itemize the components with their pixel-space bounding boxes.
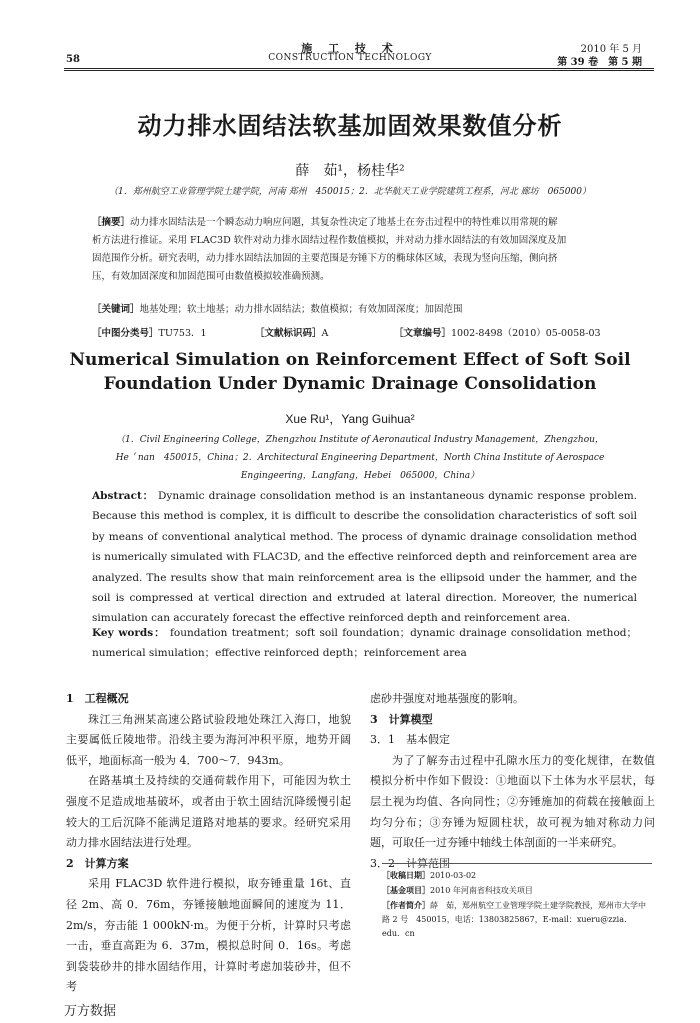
footnote-fund bbox=[382, 883, 652, 898]
keywords-en bbox=[92, 623, 637, 664]
clc-value: TU753．1 bbox=[158, 328, 207, 339]
volume-issue: 第 39 卷 第 5 期 bbox=[557, 57, 642, 68]
author-bio-label: ［作者简介］ bbox=[382, 900, 430, 910]
article-number bbox=[394, 325, 601, 339]
authors-cn: 薛 茹¹，杨桂华² bbox=[295, 163, 405, 179]
received-value: 2010-03-02 bbox=[430, 871, 477, 880]
affiliation-en-line-2: He＇nan 450015，China；2．Architectural Engineering Department，North China Institute of Aerospace bbox=[115, 453, 605, 463]
fund-value: 2010 年河南省科技攻关项目 bbox=[430, 886, 533, 895]
paper-title-cn: 动力排水固结法软基加固效果数值分析 bbox=[137, 111, 563, 140]
abstract-cn-line-3: 固范围作分析。研究表明，动力排水固结法加固的主要范围是夯锤下方的椭球体区域，表现为竖向压缩，侧向挤 bbox=[92, 253, 558, 264]
section-2-paragraph-1: 采用 FLAC3D 软件进行模拟，取夯锤重量 16t、直径 2m、高 0．76m，夯锤接触地面瞬间的速度为 11．2m/s，夯击能 1 000kN·m。为便于分析，计算时只考虑一击，垂直高距为 6．37m，模拟总时间 0．16s。考虑到袋装砂井的排水固结作用，计算时考虑加装砂井，但不考 bbox=[66, 877, 351, 994]
header-rule bbox=[64, 68, 654, 71]
article-number-label: ［文章编号］ bbox=[394, 328, 452, 339]
authors-en: Xue Ru¹，Yang Guihua² bbox=[285, 412, 415, 426]
paper-title-en-line-1: Numerical Simulation on Reinforcement Effect of Soft Soil bbox=[69, 350, 631, 370]
document-code bbox=[255, 325, 328, 339]
continued-text: 虑砂井强度对地基强度的影响。 bbox=[370, 692, 524, 705]
abstract-en bbox=[92, 486, 637, 629]
section-heading-1: 1 工程概况 bbox=[66, 692, 129, 705]
article-number-value: 1002-8498（2010）05-0058-03 bbox=[451, 328, 601, 339]
keywords-cn-label: ［关键词］ bbox=[92, 304, 140, 315]
section-heading-3: 3 计算模型 bbox=[370, 712, 433, 726]
abstract-cn-line-2: 析方法进行推证。采用 FLAC3D 软件对动力排水固结过程作数值模拟，并对动力排水固结法的有效加固深度及加 bbox=[92, 235, 567, 246]
section-heading-3-1: 3．1 基本假定 bbox=[370, 733, 450, 747]
section-heading-3-2: 3．2 计算范围 bbox=[370, 856, 450, 870]
footnote bbox=[382, 863, 652, 941]
affiliation-cn: （1．郑州航空工业管理学院土建学院，河南 郑州 450015；2．北华航天工业学院建筑工程系，河北 廊坊 065000） bbox=[109, 187, 591, 197]
abstract-en-text: Dynamic drainage consolidation method is an instantaneous dynamic response problem. Because this method is complex, it is difficult to describe the consolidation characteristics of soft soil by means of conventional analytical method. The process of dynamic drainage consolidation method is numerically simulated with FLAC3D, and the effective reinforced depth and reinforcement area are analyzed. The results show that main reinforcement area is the ellipsoid under the hammer, and the soil is compressed at vertical direction and extruded at lateral direction. Moreover, the numerical simulation can accurately forecast the effective reinforced depth and reinforcement area. bbox=[92, 490, 637, 625]
doc-code-label: ［文献标识码］ bbox=[255, 328, 322, 339]
watermark-wanfang: 万方数据 bbox=[64, 1004, 117, 1019]
keywords-cn bbox=[92, 301, 632, 319]
keywords-cn-text: 地基处理；软土地基；动力排水固结法；数值模拟；有效加固深度；加固范围 bbox=[139, 304, 463, 315]
doc-code-value: A bbox=[321, 328, 329, 339]
keywords-en-label: Key words： bbox=[92, 627, 166, 639]
affiliation-en-line-3: Engingeering，Langfang，Hebei 065000，China） bbox=[240, 471, 480, 481]
clc-label: ［中图分类号］ bbox=[92, 328, 159, 339]
journal-name-cn: 施 工 技 术 bbox=[301, 42, 399, 55]
body-column-right bbox=[370, 689, 655, 874]
keywords-en-text: foundation treatment；soft soil foundation；dynamic drainage consolidation method；numerical simulation；effective reinforced depth；reinforcement area bbox=[92, 627, 637, 660]
affiliation-en bbox=[100, 431, 620, 485]
abstract-cn-line-4: 压，有效加固深度和加固范围可由数值模拟较准确预测。 bbox=[92, 271, 330, 282]
clc-number bbox=[92, 325, 207, 339]
abstract-en-label: Abstract： bbox=[92, 490, 154, 502]
received-label: ［收稿日期］ bbox=[382, 870, 430, 880]
author-bio-value: 薛 茹，郑州航空工业管理学院土建学院教授，郑州市大学中路 2 号 450015，电话：13803825867，E-mail：xueru@zzia．edu．cn bbox=[382, 901, 646, 938]
affiliation-en-line-1: （1．Civil Engineering College，Zhengzhou Institute of Aeronautical Industry Management，Zhengzhou， bbox=[116, 435, 604, 445]
abstract-cn-text-1: 动力排水固结法是一个瞬态动力响应问题，其复杂性决定了地基土在夯击过程中的特性难以用常规的解 bbox=[130, 217, 558, 228]
footnote-received bbox=[382, 868, 652, 883]
issue-date: 2010 年 5 月 bbox=[580, 44, 642, 55]
section-1-paragraph-2: 在路基填土及持续的交通荷载作用下，可能因为软土强度不足造成地基破坏，或者由于软土固结沉降缓慢引起较大的工后沉降不能满足道路对地基的要求。经研究采用动力排水固结法进行处理。 bbox=[66, 774, 351, 850]
section-heading-2: 2 计算方案 bbox=[66, 856, 129, 870]
abstract-cn-line-1 bbox=[92, 214, 632, 232]
fund-label: ［基金项目］ bbox=[382, 885, 430, 895]
abstract-cn-label: ［摘要］ bbox=[92, 217, 131, 228]
section-3-1-paragraph: 为了了解夯击过程中孔隙水压力的变化规律，在数值模拟分析中作如下假设：①地面以下土体为水平层状，每层土视为均值、各向同性；②夯锤施加的荷载在接触面上均匀分布；③夯锤为短圆柱状，故可视为轴对称动力问题，可取任一过夯锤中轴线土体剖面的一半来研究。 bbox=[370, 753, 655, 850]
journal-name-en: CONSTRUCTION TECHNOLOGY bbox=[268, 53, 432, 63]
section-1-paragraph-1: 珠江三角洲某高速公路试验段地处珠江入海口，地貌主要属低丘陵地带。沿线主要为海河冲积平原，地势开阔低平，地面标高一般为 4．700～7．943m。 bbox=[66, 712, 351, 767]
footnote-author bbox=[382, 898, 652, 941]
page-number: 58 bbox=[66, 54, 80, 65]
body-column-left bbox=[66, 689, 351, 998]
paper-title-en-line-2: Foundation Under Dynamic Drainage Consolidation bbox=[103, 374, 597, 394]
